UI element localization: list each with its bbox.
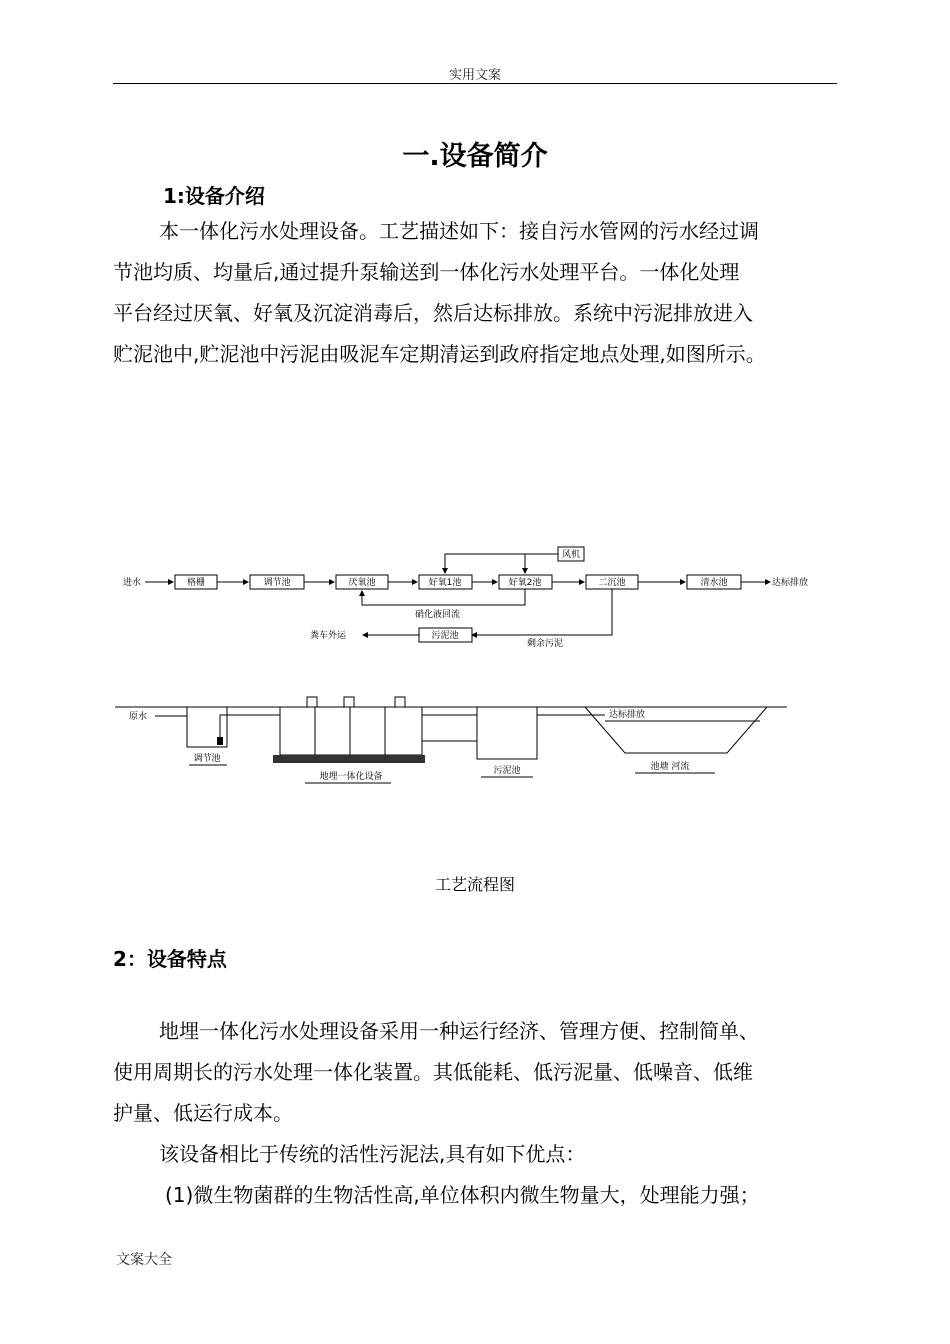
lift-pipe: [220, 715, 280, 737]
flow-box-label: 二沉池: [598, 578, 626, 588]
discharge-label: 达标排放: [609, 710, 646, 720]
section-2-paragraph: [113, 1011, 843, 1216]
raw-water-label: 原水: [129, 712, 148, 722]
excess-sludge-label: 剩余污泥: [527, 639, 564, 649]
list-item: (1)微生物菌群的生物活性高,单位体积内微生物量大，处理能力强；: [165, 1183, 760, 1207]
flow-box-label: 清水池: [700, 578, 728, 588]
excess-sludge-line: [472, 589, 612, 635]
section-1-paragraph: [113, 211, 843, 375]
access-hatch: [395, 697, 405, 707]
figure-caption: 工艺流程图: [434, 875, 515, 894]
process-flow-diagram: [115, 535, 809, 795]
flow-inlet-label: 进水: [123, 578, 142, 588]
flow-box-label: 格栅: [186, 578, 206, 588]
flow-box-label: 好氧2池: [508, 578, 542, 588]
flow-box-label: 调节池: [263, 578, 291, 588]
section-1-heading: 1:设备介绍: [163, 184, 265, 208]
section-2-heading: 2：设备特点: [113, 947, 227, 971]
access-hatch: [307, 697, 317, 707]
access-hatch: [344, 697, 354, 707]
recycle-line: [362, 589, 525, 605]
paragraph-line: 护量、低运行成本。: [113, 1101, 293, 1125]
paragraph-line: 本一体化污水处理设备。工艺描述如下：接自污水管网的污水经过调: [159, 219, 759, 243]
haul-label: 粪车外运: [310, 631, 347, 641]
air-supply-line: [445, 554, 558, 573]
flow-outlet-label: 达标排放: [772, 578, 809, 588]
flow-box-label: 风机: [561, 550, 581, 560]
paragraph-line: 地埋一体化污水处理设备采用一种运行经济、管理方便、控制简单、: [159, 1019, 759, 1043]
lift-pump: [217, 737, 223, 745]
flow-box-label: 污泥池: [431, 631, 459, 641]
gravel-base: [273, 755, 425, 763]
buried-equipment: [280, 707, 422, 755]
paragraph-line: 贮泥池中,贮泥池中污泥由吸泥车定期清运到政府指定地点处理,如图所示。: [113, 342, 766, 366]
paragraph-line: 使用周期长的污水处理一体化装置。其低能耗、低污泥量、低噪音、低维: [113, 1060, 753, 1084]
pond-label: 池塘 河流: [650, 762, 690, 772]
sludge-tank-label: 污泥池: [493, 766, 521, 776]
equipment-label: 地埋一体化设备: [319, 772, 383, 782]
page-header: 实用文案: [448, 68, 501, 83]
recycle-label: 硝化液回流: [415, 610, 461, 620]
sludge-tank: [477, 707, 537, 759]
flow-box-label: 好氧1池: [428, 578, 462, 588]
page-title: 一.设备简介: [402, 141, 548, 172]
paragraph-line: 节池均质、均量后,通过提升泵输送到一体化污水处理平台。一体化处理: [113, 260, 740, 284]
page-footer: 文案大全: [116, 1252, 172, 1268]
regulating-tank-label: 调节池: [193, 754, 221, 764]
paragraph-line: 该设备相比于传统的活性污泥法,具有如下优点：: [159, 1142, 586, 1166]
paragraph-line: 平台经过厌氧、好氧及沉淀消毒后，然后达标排放。系统中污泥排放进入: [113, 301, 753, 325]
flow-box-label: 厌氧池: [348, 578, 376, 588]
header-rule: [113, 83, 837, 84]
